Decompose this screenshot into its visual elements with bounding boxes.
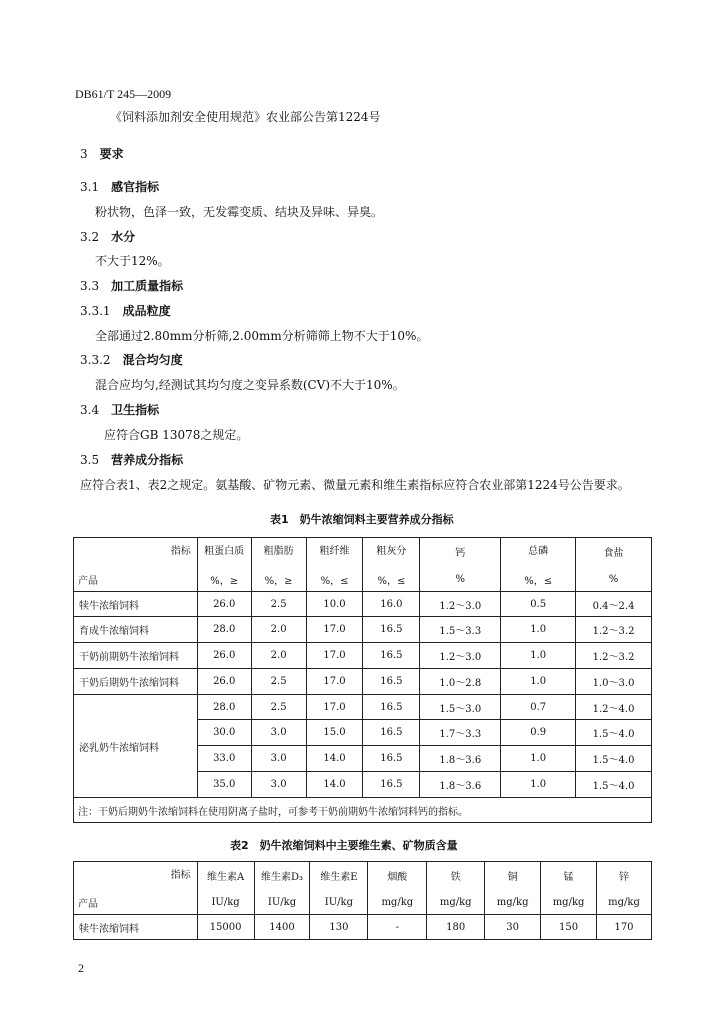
table-cell: 2.5 bbox=[251, 669, 306, 695]
section-3-4-heading bbox=[80, 401, 159, 418]
table-cell: 2.0 bbox=[251, 617, 306, 643]
table-cell: 17.0 bbox=[306, 643, 363, 669]
table2-col-header bbox=[368, 862, 427, 915]
table1-note: 注：干奶后期奶牛浓缩饲料在使用阴离子盐时，可参考干奶前期奶牛浓缩饲料钙的指标。 bbox=[74, 798, 652, 823]
table-cell: 2.5 bbox=[251, 592, 306, 617]
table1-col-header bbox=[363, 538, 420, 592]
table-cell: 0.4～2.4 bbox=[576, 592, 652, 617]
table2-col-header bbox=[485, 862, 541, 915]
section-3-3-1-heading bbox=[80, 302, 171, 319]
table-cell: 14.0 bbox=[306, 772, 363, 798]
table1-col-header bbox=[251, 538, 306, 592]
col-name: 粗灰分 bbox=[376, 546, 407, 557]
section-number: 3 bbox=[80, 147, 88, 161]
col-unit: %，≥ bbox=[210, 576, 239, 587]
section-3-1-heading bbox=[80, 178, 159, 195]
table-cell: 1.5～4.0 bbox=[576, 720, 652, 746]
table-row bbox=[74, 695, 652, 720]
table-cell: 26.0 bbox=[197, 592, 251, 617]
table-cell: 16.5 bbox=[363, 617, 420, 643]
table-cell: 1.2～4.0 bbox=[576, 695, 652, 720]
section-title: 要求 bbox=[99, 147, 124, 161]
corner-label-indicator: 指标 bbox=[170, 870, 191, 881]
col-name: 铁 bbox=[450, 872, 461, 883]
table-cell: 1.0 bbox=[501, 643, 576, 669]
section-3-1-body: 粉状物，色泽一致，无发霉变质、结块及异味、异臭。 bbox=[95, 205, 384, 219]
table-cell: 1.0 bbox=[501, 617, 576, 643]
section-3-3-heading bbox=[80, 277, 183, 294]
table-cell: 30 bbox=[485, 915, 541, 940]
table1-col-header bbox=[420, 538, 501, 592]
section-3-3-1-body: 全部通过2.80mm分析筛,2.00mm分析筛筛上物不大于10%。 bbox=[95, 329, 429, 343]
table-cell: 1.2～3.0 bbox=[420, 643, 501, 669]
table-cell: 26.0 bbox=[197, 643, 251, 669]
table-cell: 130 bbox=[310, 915, 368, 940]
reference-line: 《饲料添加剂安全使用规范》农业部公告第1224号 bbox=[110, 110, 381, 124]
table-cell: 1.8～3.6 bbox=[420, 772, 501, 798]
table-cell: 28.0 bbox=[197, 695, 251, 720]
col-name: 食盐 bbox=[603, 548, 624, 559]
section-number: 3.3.2 bbox=[80, 353, 111, 367]
table-cell: 150 bbox=[541, 915, 597, 940]
col-unit: mg/kg bbox=[608, 897, 640, 908]
section-3-4-body: 应符合GB 13078之规定。 bbox=[104, 428, 249, 442]
section-number: 3.4 bbox=[80, 403, 100, 417]
table-cell: 1400 bbox=[254, 915, 310, 940]
section-number: 3.3.1 bbox=[80, 304, 111, 318]
section-number: 3.3 bbox=[80, 279, 100, 293]
table-cell: - bbox=[368, 915, 427, 940]
table1 bbox=[73, 537, 652, 823]
col-unit: mg/kg bbox=[439, 897, 472, 908]
section-3-2-body: 不大于12%。 bbox=[95, 254, 170, 268]
table-row bbox=[74, 915, 652, 940]
table-row bbox=[74, 592, 652, 617]
table-cell: 26.0 bbox=[197, 669, 251, 695]
table2-caption: 表2 奶牛浓缩饲料中主要维生素、矿物质含量 bbox=[230, 839, 458, 852]
corner-label-product: 产品 bbox=[78, 899, 98, 910]
col-unit: IU/kg bbox=[267, 897, 297, 908]
table-cell: 1.0 bbox=[501, 746, 576, 772]
table-cell: 1.5～3.0 bbox=[420, 695, 501, 720]
table-cell: 1.0 bbox=[501, 772, 576, 798]
table-cell: 3.0 bbox=[251, 720, 306, 746]
section-title: 水分 bbox=[111, 230, 136, 244]
col-unit: %，≤ bbox=[377, 576, 406, 587]
table-cell: 14.0 bbox=[306, 746, 363, 772]
table-cell: 16.5 bbox=[363, 643, 420, 669]
table-cell: 1.2～3.0 bbox=[420, 592, 501, 617]
table-cell: 3.0 bbox=[251, 746, 306, 772]
table-cell: 1.5～4.0 bbox=[576, 772, 652, 798]
table-cell: 2.5 bbox=[251, 695, 306, 720]
col-unit: mg/kg bbox=[496, 897, 529, 908]
table-cell: 0.9 bbox=[501, 720, 576, 746]
col-name: 维生素A bbox=[206, 872, 245, 883]
section-title: 感官指标 bbox=[111, 180, 160, 194]
row-group-label: 泌乳奶牛浓缩饲料 bbox=[74, 695, 198, 798]
table-cell: 1.8～3.6 bbox=[420, 746, 501, 772]
table-cell: 1.5～4.0 bbox=[576, 746, 652, 772]
row-label: 犊牛浓缩饲料 bbox=[74, 592, 198, 617]
col-name: 粗脂肪 bbox=[263, 546, 294, 557]
table-cell: 16.5 bbox=[363, 772, 420, 798]
table-cell: 1.2～3.2 bbox=[576, 643, 652, 669]
table-cell: 15000 bbox=[197, 915, 254, 940]
section-number: 3.1 bbox=[80, 180, 100, 194]
section-title: 成品粒度 bbox=[122, 304, 171, 318]
row-label: 育成牛浓缩饲料 bbox=[74, 617, 198, 643]
col-unit: % bbox=[608, 574, 619, 585]
table-cell: 3.0 bbox=[251, 772, 306, 798]
col-unit: %，≤ bbox=[524, 576, 553, 587]
table1-corner-cell bbox=[74, 538, 198, 592]
table2-col-header bbox=[541, 862, 597, 915]
row-label: 犊牛浓缩饲料 bbox=[74, 915, 198, 940]
table2-col-header bbox=[427, 862, 485, 915]
col-name: 烟酸 bbox=[387, 872, 408, 883]
section-number: 3.2 bbox=[80, 230, 100, 244]
table-cell: 0.7 bbox=[501, 695, 576, 720]
corner-label-product: 产品 bbox=[78, 576, 98, 587]
table-cell: 170 bbox=[597, 915, 652, 940]
section-3-2-heading bbox=[80, 228, 135, 245]
table2-corner-cell bbox=[74, 862, 198, 915]
table-cell: 16.5 bbox=[363, 720, 420, 746]
col-unit: % bbox=[455, 574, 466, 585]
table1-col-header bbox=[306, 538, 363, 592]
table-cell: 1.0～3.0 bbox=[576, 669, 652, 695]
table-row bbox=[74, 643, 652, 669]
table-cell: 33.0 bbox=[197, 746, 251, 772]
table-cell: 1.5～3.3 bbox=[420, 617, 501, 643]
section-3-3-2-body: 混合应均匀,经测试其均匀度之变异系数(CV)不大于10%。 bbox=[95, 378, 405, 392]
table2-col-header bbox=[254, 862, 310, 915]
col-unit: %，≤ bbox=[320, 576, 349, 587]
section-number: 3.5 bbox=[80, 453, 100, 467]
table-cell: 28.0 bbox=[197, 617, 251, 643]
table-cell: 10.0 bbox=[306, 592, 363, 617]
section-3-5-body: 应符合表1、表2之规定。氨基酸、矿物元素、微量元素和维生素指标应符合农业部第1224号公告要求。 bbox=[80, 478, 630, 492]
table-cell: 0.5 bbox=[501, 592, 576, 617]
table1-col-header bbox=[576, 538, 652, 592]
table1-col-header bbox=[501, 538, 576, 592]
table-cell: 16.5 bbox=[363, 695, 420, 720]
section-title: 混合均匀度 bbox=[122, 353, 183, 367]
table-cell: 1.0 bbox=[501, 669, 576, 695]
table2 bbox=[73, 861, 652, 940]
table1-caption: 表1 奶牛浓缩饲料主要营养成分指标 bbox=[270, 513, 454, 526]
document-code: DB61/T 245—2009 bbox=[75, 87, 172, 101]
table-cell: 15.0 bbox=[306, 720, 363, 746]
table-cell: 16.5 bbox=[363, 746, 420, 772]
col-unit: %，≥ bbox=[264, 576, 293, 587]
table-cell: 35.0 bbox=[197, 772, 251, 798]
table-cell: 16.5 bbox=[363, 669, 420, 695]
section-3-5-heading bbox=[80, 451, 183, 468]
corner-label-indicator: 指标 bbox=[170, 546, 191, 557]
section-title: 加工质量指标 bbox=[111, 279, 184, 293]
col-unit: IU/kg bbox=[211, 897, 240, 908]
table-row bbox=[74, 617, 652, 643]
col-name: 钙 bbox=[455, 548, 466, 559]
section-3-3-2-heading bbox=[80, 351, 183, 368]
col-name: 锌 bbox=[619, 872, 629, 883]
table-cell: 1.7～3.3 bbox=[420, 720, 501, 746]
table-cell: 30.0 bbox=[197, 720, 251, 746]
table-cell: 16.0 bbox=[363, 592, 420, 617]
col-name: 维生素D₃ bbox=[260, 872, 304, 883]
table1-col-header bbox=[197, 538, 251, 592]
col-unit: mg/kg bbox=[381, 897, 414, 908]
page-number: 2 bbox=[78, 961, 84, 975]
table-cell: 17.0 bbox=[306, 617, 363, 643]
table-cell: 2.0 bbox=[251, 643, 306, 669]
table2-col-header bbox=[597, 862, 652, 915]
section-title: 卫生指标 bbox=[111, 403, 160, 417]
table-cell: 180 bbox=[427, 915, 485, 940]
section-title: 营养成分指标 bbox=[111, 453, 184, 467]
table-row bbox=[74, 669, 652, 695]
col-name: 锰 bbox=[563, 872, 574, 883]
table-cell: 17.0 bbox=[306, 695, 363, 720]
table-cell: 17.0 bbox=[306, 669, 363, 695]
table2-col-header bbox=[197, 862, 254, 915]
col-name: 粗蛋白质 bbox=[204, 546, 245, 557]
col-name: 维生素E bbox=[320, 872, 358, 883]
table2-col-header bbox=[310, 862, 368, 915]
section-3-heading bbox=[80, 145, 124, 162]
row-label: 干奶前期奶牛浓缩饲料 bbox=[74, 643, 198, 669]
col-unit: mg/kg bbox=[552, 897, 585, 908]
col-name: 铜 bbox=[507, 872, 518, 883]
table-cell: 1.2～3.2 bbox=[576, 617, 652, 643]
col-unit: IU/kg bbox=[324, 897, 354, 908]
row-label: 干奶后期奶牛浓缩饲料 bbox=[74, 669, 198, 695]
col-name: 总磷 bbox=[528, 546, 549, 557]
table-cell: 1.0～2.8 bbox=[420, 669, 501, 695]
col-name: 粗纤维 bbox=[319, 546, 350, 557]
